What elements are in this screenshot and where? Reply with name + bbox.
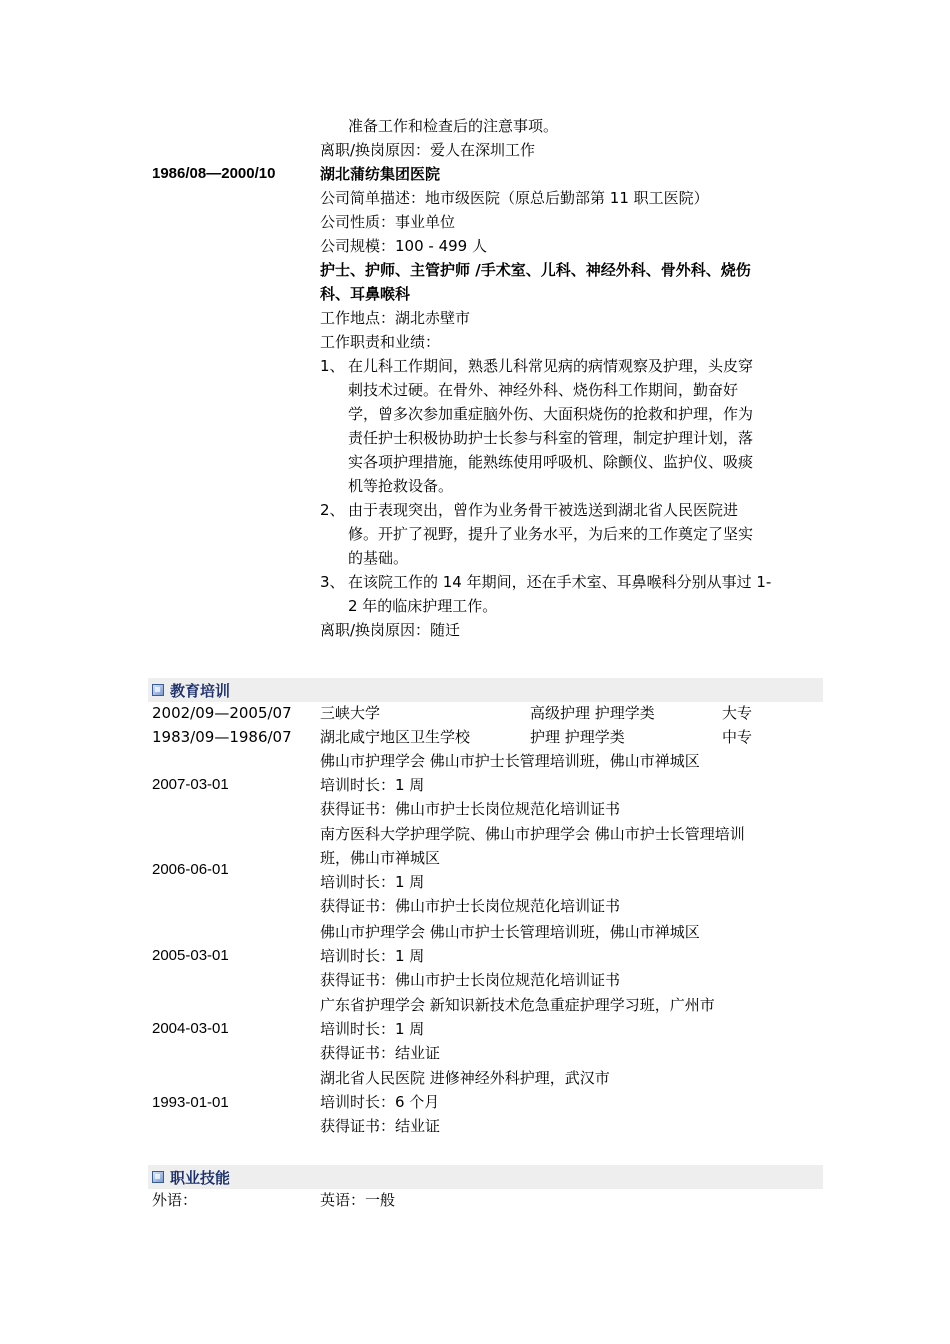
duty-line: 在该院工作的 14 年期间，还在手术室、耳鼻喉科分别从事过 1-	[348, 573, 772, 591]
school-major: 高级护理 护理学类	[530, 704, 655, 722]
school-date: 1983/09—1986/07	[152, 728, 292, 746]
training-line: 培训时长：6 个月	[320, 1093, 440, 1111]
section-title: 教育培训	[170, 682, 231, 700]
section-icon	[152, 1171, 164, 1183]
company-desc: 公司简单描述：地市级医院（原总后勤部第 11 职工医院）	[320, 189, 709, 207]
job-position-cont: 科、耳鼻喉科	[320, 285, 411, 303]
school-major: 护理 护理学类	[530, 728, 625, 746]
leave-reason: 离职/换岗原因：随迁	[320, 621, 461, 639]
prev-leave-reason: 离职/换岗原因：爱人在深圳工作	[320, 141, 536, 159]
section-title: 职业技能	[170, 1169, 231, 1187]
company-name: 湖北蒲纺集团医院	[320, 165, 441, 183]
school-name: 湖北咸宁地区卫生学校	[320, 728, 471, 746]
school-name: 三峡大学	[320, 704, 381, 722]
training-line: 获得证书：结业证	[320, 1117, 441, 1135]
training-line: 获得证书：佛山市护士长岗位规范化培训证书	[320, 971, 621, 989]
company-size: 公司规模：100 - 499 人	[320, 237, 487, 255]
duty-line: 由于表现突出，曾作为业务骨干被选送到湖北省人民医院进	[348, 501, 739, 519]
duty-line: 责任护士积极协助护士长参与科室的管理，制定护理计划，落	[348, 429, 754, 447]
duty-item	[320, 354, 820, 498]
training-line: 湖北省人民医院 进修神经外科护理，武汉市	[320, 1069, 610, 1087]
duty-number: 3、	[320, 573, 345, 591]
training-line: 获得证书：结业证	[320, 1044, 441, 1062]
duty-line: 修。开扩了视野，提升了业务水平，为后来的工作奠定了坚实	[348, 525, 754, 543]
duty-line: 机等抢救设备。	[348, 477, 454, 495]
job-date: 1986/08—2000/10	[152, 165, 276, 182]
duty-line: 学，曾多次参加重症脑外伤、大面积烧伤的抢救和护理，作为	[348, 405, 754, 423]
job-block	[320, 162, 820, 642]
skill-label: 外语：	[152, 1191, 198, 1209]
training-line: 获得证书：佛山市护士长岗位规范化培训证书	[320, 897, 621, 915]
duty-number: 1、	[320, 357, 345, 375]
job-position: 护士、护师、主管护师 /手术室、儿科、神经外科、骨外科、烧伤	[320, 261, 751, 279]
section-icon	[152, 684, 164, 696]
section-header-education	[148, 678, 823, 702]
training-line: 获得证书：佛山市护士长岗位规范化培训证书	[320, 800, 621, 818]
duty-item	[320, 498, 820, 570]
training-line: 培训时长：1 周	[320, 776, 425, 794]
section-header-skills	[148, 1165, 823, 1189]
duty-line: 2 年的临床护理工作。	[348, 597, 498, 615]
training-date: 2004-03-01	[152, 1020, 229, 1037]
training-block	[320, 993, 820, 1065]
prev-job-tail	[320, 114, 820, 162]
duty-number: 2、	[320, 501, 345, 519]
duties-label: 工作职责和业绩：	[320, 333, 441, 351]
training-line: 南方医科大学护理学院、佛山市护理学会 佛山市护士长管理培训	[320, 825, 745, 843]
training-block	[320, 749, 820, 821]
training-line: 培训时长：1 周	[320, 947, 425, 965]
training-date: 1993-01-01	[152, 1094, 229, 1111]
duty-line: 实各项护理措施，能熟练使用呼吸机、除颤仪、监护仪、吸痰	[348, 453, 754, 471]
school-date: 2002/09—2005/07	[152, 704, 292, 722]
job-location: 工作地点：湖北赤壁市	[320, 309, 471, 327]
duty-item	[320, 570, 820, 618]
training-block	[320, 1066, 820, 1138]
skill-value: 英语：一般	[320, 1191, 396, 1209]
company-nature: 公司性质：事业单位	[320, 213, 456, 231]
training-date: 2006-06-01	[152, 861, 229, 878]
training-block	[320, 920, 820, 992]
training-line: 佛山市护理学会 佛山市护士长管理培训班，佛山市禅城区	[320, 923, 700, 941]
training-block	[320, 822, 820, 918]
training-line: 佛山市护理学会 佛山市护士长管理培训班，佛山市禅城区	[320, 752, 700, 770]
duty-line: 的基础。	[348, 549, 409, 567]
duty-line: 在儿科工作期间，熟悉儿科常见病的病情观察及护理，头皮穿	[348, 357, 754, 375]
training-line: 班，佛山市禅城区	[320, 849, 441, 867]
school-degree: 大专	[722, 704, 753, 722]
training-line: 培训时长：1 周	[320, 1020, 425, 1038]
training-date: 2007-03-01	[152, 776, 229, 793]
training-line: 广东省护理学会 新知识新技术危急重症护理学习班，广州市	[320, 996, 715, 1014]
prev-duty-tail: 准备工作和检查后的注意事项。	[348, 117, 559, 135]
school-degree: 中专	[722, 728, 753, 746]
duty-line: 刺技术过硬。在骨外、神经外科、烧伤科工作期间，勤奋好	[348, 381, 739, 399]
training-date: 2005-03-01	[152, 947, 229, 964]
training-line: 培训时长：1 周	[320, 873, 425, 891]
